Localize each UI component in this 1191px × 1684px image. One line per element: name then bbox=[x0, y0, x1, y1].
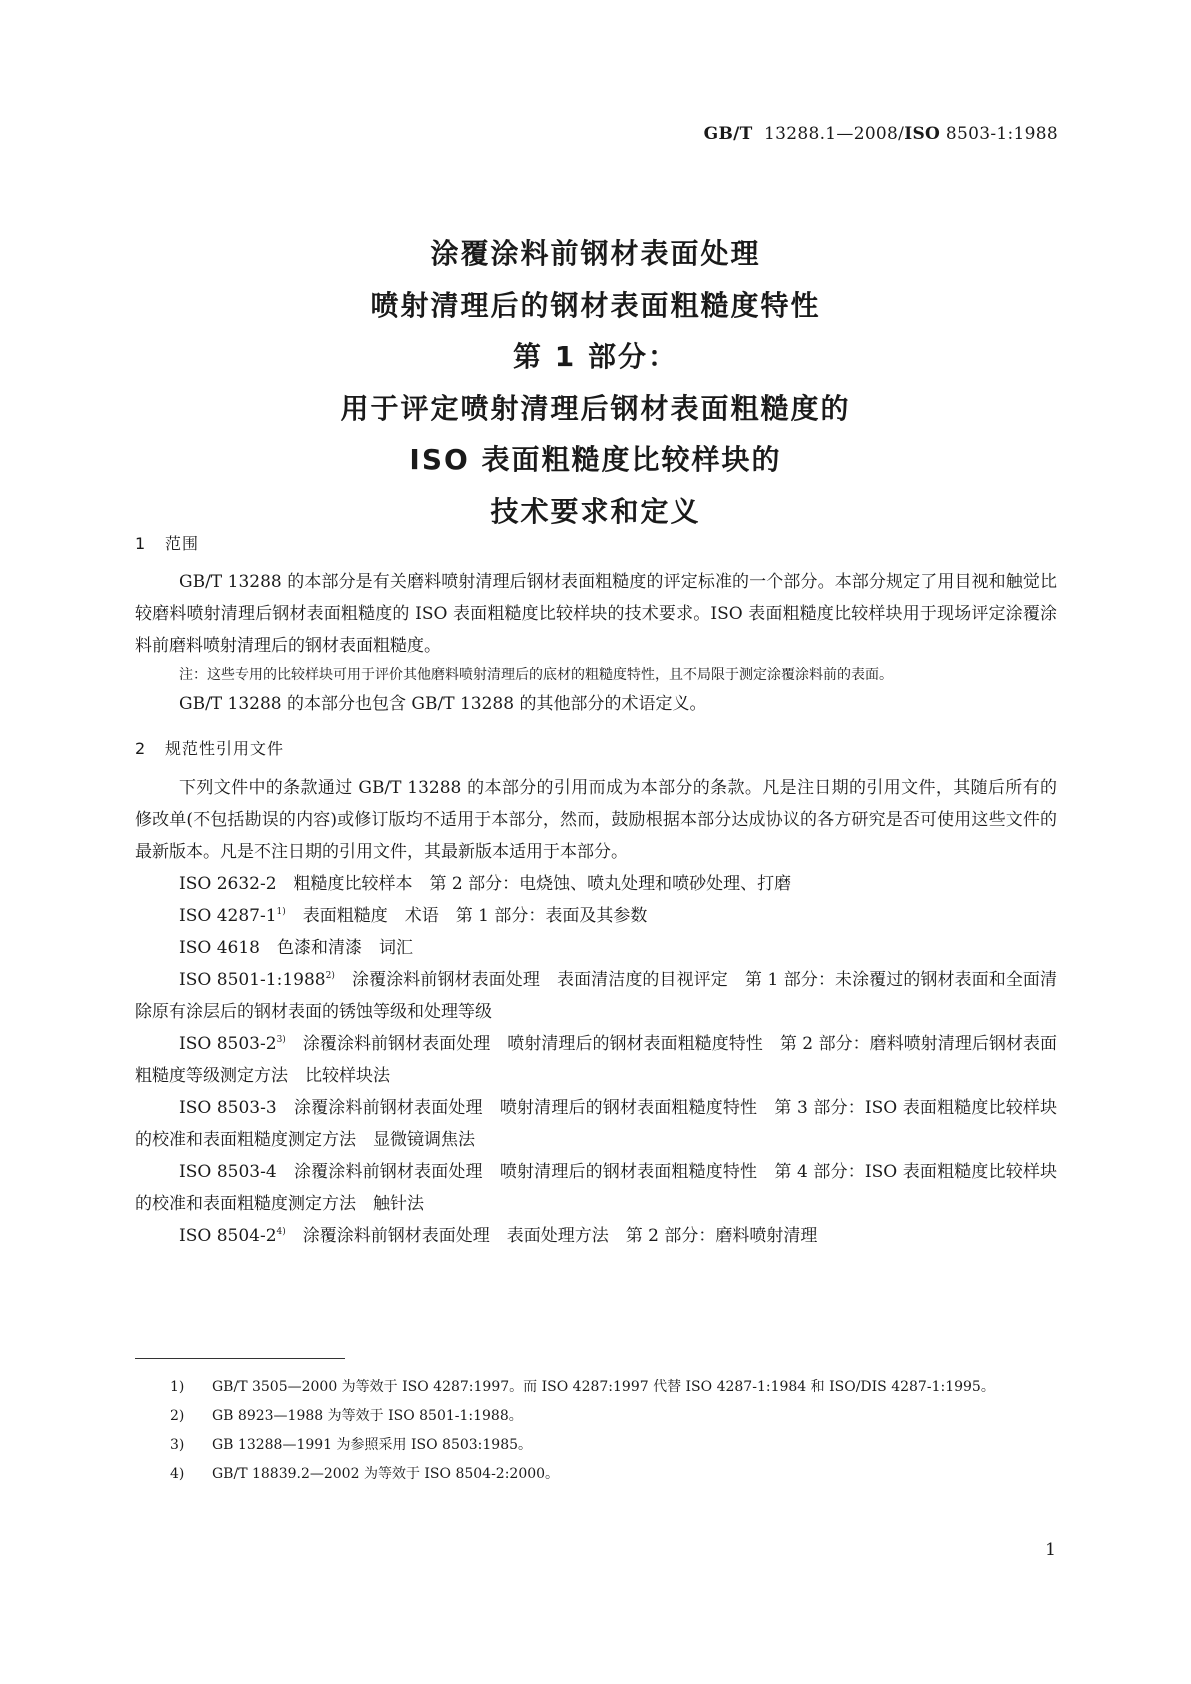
reference-code: ISO 2632-2 bbox=[179, 874, 277, 894]
section-2-heading bbox=[135, 736, 284, 759]
reference-title: 涂覆涂料前钢材表面处理 表面清洁度的目视评定 第 1 部分：未涂覆过的钢材表面和全面清除原有涂层后的钢材表面的锈蚀等级和处理等级 bbox=[135, 970, 1058, 1022]
footnote-item bbox=[135, 1431, 1075, 1460]
footnote-text: GB/T 18839.2—2002 为等效于 ISO 8504-2:2000。 bbox=[212, 1466, 560, 1482]
footnote-ref: 1) bbox=[276, 907, 286, 917]
reference-item bbox=[135, 1220, 1057, 1252]
title-line-3: 第 1 部分： bbox=[513, 340, 678, 373]
footnote-text: GB 13288—1991 为参照采用 ISO 8503:1985。 bbox=[212, 1437, 533, 1453]
footnote-ref: 2) bbox=[325, 971, 335, 981]
footnote-divider bbox=[135, 1358, 345, 1359]
references-intro: 下列文件中的条款通过 GB/T 13288 的本部分的引用而成为本部分的条款。凡是注日期的引用文件，其随后所有的修改单(不包括勘误的内容)或修订版均不适用于本部分，然而，鼓励根据本部分达成协议的各方研究是否可使用这些文件的最新版本。凡是不注日期的引用文件，其最新版本适用于本部分。 bbox=[135, 778, 1057, 862]
title-line-1: 涂覆涂料前钢材表面处理 bbox=[430, 237, 761, 270]
code-gbt: GB/T bbox=[703, 124, 753, 144]
footnote-item bbox=[135, 1402, 1075, 1431]
reference-title: 色漆和清漆 词汇 bbox=[276, 938, 413, 958]
reference-title: 涂覆涂料前钢材表面处理 喷射清理后的钢材表面粗糙度特性 第 3 部分：ISO 表面粗糙度比较样块的校准和表面粗糙度测定方法 显微镜调焦法 bbox=[135, 1098, 1057, 1150]
reference-code: ISO 8503-4 bbox=[179, 1162, 277, 1182]
footnotes bbox=[135, 1373, 1075, 1489]
code-iso-number: 8503-1:1988 bbox=[945, 124, 1058, 144]
scope-note: 注：这些专用的比较样块可用于评价其他磨料喷射清理后的底材的粗糙度特性，且不局限于测定涂覆涂料前的表面。 bbox=[179, 667, 893, 683]
title-line-6: 技术要求和定义 bbox=[490, 494, 701, 528]
title-line-4: 用于评定喷射清理后钢材表面粗糙度的 bbox=[340, 391, 851, 425]
reference-code: ISO 4618 bbox=[179, 938, 260, 958]
reference-title: 粗糙度比较样本 第 2 部分：电烧蚀、喷丸处理和喷砂处理、打磨 bbox=[293, 874, 792, 894]
footnote-ref: 3) bbox=[276, 1035, 286, 1045]
title-line-5: ISO 表面粗糙度比较样块的 bbox=[409, 443, 782, 476]
footnote-mark: 1) bbox=[170, 1379, 185, 1395]
section-1-body bbox=[135, 566, 1057, 720]
footnote-text: GB/T 3505—2000 为等效于 ISO 4287:1997。而 ISO 4287:1997 代替 ISO 4287-1:1984 和 ISO/DIS 4287-1:1995。 bbox=[212, 1379, 995, 1395]
footnote-mark: 3) bbox=[170, 1437, 185, 1453]
reference-item bbox=[135, 1028, 1057, 1092]
reference-code: ISO 8503-3 bbox=[179, 1098, 277, 1118]
footnote-ref: 4) bbox=[276, 1227, 286, 1237]
reference-item bbox=[135, 964, 1057, 1028]
section-1-heading bbox=[135, 531, 199, 554]
scope-paragraph: GB/T 13288 的本部分是有关磨料喷射清理后钢材表面粗糙度的评定标准的一个部分。本部分规定了用目视和触觉比较磨料喷射清理后钢材表面粗糙度的 ISO 表面粗糙度比较样块的技术要求。ISO 表面粗糙度比较样块用于现场评定涂覆涂料前磨料喷射清理后的钢材表面粗糙度。 bbox=[135, 572, 1057, 656]
reference-code: ISO 8504-2 bbox=[179, 1226, 277, 1246]
reference-title: 表面粗糙度 术语 第 1 部分：表面及其参数 bbox=[302, 906, 648, 926]
reference-title: 涂覆涂料前钢材表面处理 喷射清理后的钢材表面粗糙度特性 第 4 部分：ISO 表面粗糙度比较样块的校准和表面粗糙度测定方法 触针法 bbox=[135, 1162, 1057, 1214]
reference-title: 涂覆涂料前钢材表面处理 喷射清理后的钢材表面粗糙度特性 第 2 部分：磨料喷射清理后钢材表面粗糙度等级测定方法 比较样块法 bbox=[135, 1034, 1058, 1086]
reference-item bbox=[135, 1092, 1057, 1156]
section-2-title: 规范性引用文件 bbox=[165, 739, 285, 758]
reference-item bbox=[135, 868, 1057, 900]
reference-code: ISO 8501-1:1988 bbox=[179, 970, 326, 990]
code-iso: ISO bbox=[904, 124, 941, 144]
reference-item bbox=[135, 900, 1057, 932]
standard-code-header bbox=[704, 124, 1058, 144]
footnote-mark: 4) bbox=[170, 1466, 185, 1482]
reference-code: ISO 8503-2 bbox=[179, 1034, 277, 1054]
document-title bbox=[0, 228, 1191, 537]
page-number: 1 bbox=[1045, 1540, 1056, 1560]
code-number: 13288.1—2008/ bbox=[764, 124, 905, 144]
reference-item bbox=[135, 1156, 1057, 1220]
reference-item bbox=[135, 932, 1057, 964]
section-1-title: 范围 bbox=[165, 534, 200, 553]
footnote-text: GB 8923—1988 为等效于 ISO 8501-1:1988。 bbox=[212, 1408, 523, 1424]
footnote-item bbox=[135, 1460, 1075, 1489]
footnote-item bbox=[135, 1373, 1075, 1402]
scope-paragraph-2: GB/T 13288 的本部分也包含 GB/T 13288 的其他部分的术语定义。 bbox=[179, 694, 707, 714]
footnote-mark: 2) bbox=[170, 1408, 185, 1424]
section-1-number: 1 bbox=[135, 534, 147, 553]
section-2-number: 2 bbox=[135, 739, 147, 758]
section-2-body bbox=[135, 772, 1057, 1252]
reference-title: 涂覆涂料前钢材表面处理 表面处理方法 第 2 部分：磨料喷射清理 bbox=[302, 1226, 818, 1246]
reference-code: ISO 4287-1 bbox=[179, 906, 277, 926]
title-line-2: 喷射清理后的钢材表面粗糙度特性 bbox=[370, 288, 821, 322]
